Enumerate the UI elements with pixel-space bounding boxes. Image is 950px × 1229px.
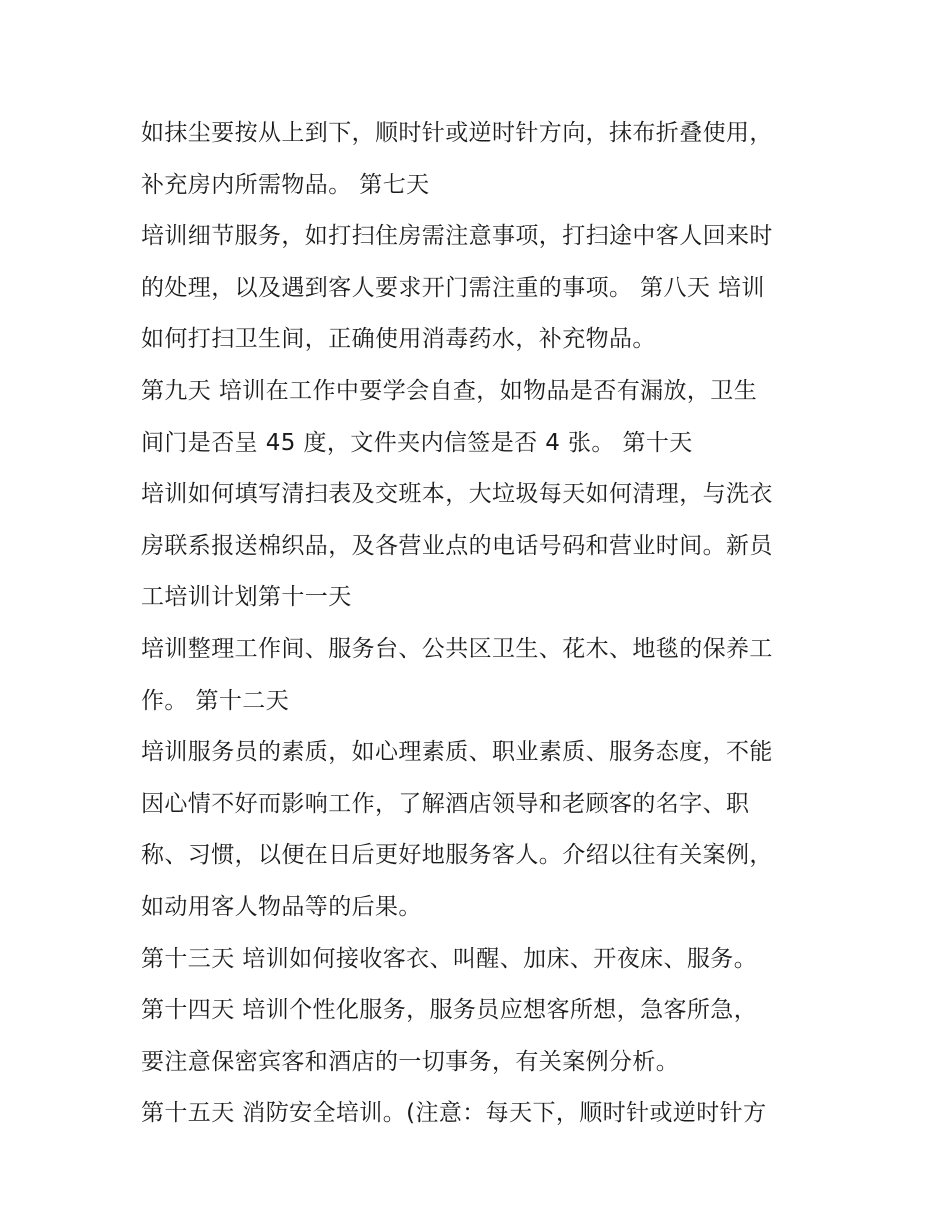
- text-line: 第十四天 培训个性化服务，服务员应想客所想，急客所急，: [141, 997, 758, 1024]
- text-line: 如何打扫卫生间，正确使用消毒药水，补充物品。: [141, 326, 656, 353]
- body-text: [141, 108, 841, 1140]
- text-line: 第九天 培训在工作中要学会自查，如物品是否有漏放，卫生: [141, 377, 758, 404]
- text-line: 第十五天 消防安全培训。(注意：每天下，顺时针或逆时针方: [141, 1100, 767, 1127]
- text-line: 间门是否呈 45 度，文件夹内信签是否 4 张。 第十天: [141, 429, 693, 456]
- text-line: 称、习惯，以便在日后更好地服务客人。介绍以往有关案例，: [141, 842, 773, 869]
- text-line: 要注意保密宾客和酒店的一切事务，有关案例分析。: [141, 1048, 680, 1075]
- text-line: 的处理，以及遇到客人要求开门需注重的事项。 第八天 培训: [141, 274, 765, 301]
- text-line: 培训整理工作间、服务台、公共区卫生、花木、地毯的保养工: [141, 635, 773, 662]
- text-line: 工培训计划第十一天: [141, 584, 352, 611]
- text-line: 培训如何填写清扫表及交班本，大垃圾每天如何清理，与洗衣: [141, 481, 773, 508]
- text-line: 因心情不好而影响工作，了解酒店领导和老顾客的名字、职: [141, 790, 750, 817]
- text-line: 作。 第十二天: [141, 687, 290, 714]
- text-line: 培训细节服务，如打扫住房需注意事项，打扫途中客人回来时: [141, 223, 773, 250]
- text-line: 补充房内所需物品。 第七天: [141, 171, 430, 198]
- text-line: 第十三天 培训如何接收客衣、叫醒、加床、开夜床、服务。: [141, 945, 758, 972]
- text-line: 如动用客人物品等的后果。: [141, 893, 422, 920]
- text-line: 房联系报送棉织品，及各营业点的电话号码和营业时间。新员: [141, 532, 773, 559]
- text-line: 如抹尘要按从上到下，顺时针或逆时针方向，抹布折叠使用，: [141, 120, 773, 146]
- text-line: 培训服务员的素质，如心理素质、职业素质、服务态度，不能: [141, 739, 773, 766]
